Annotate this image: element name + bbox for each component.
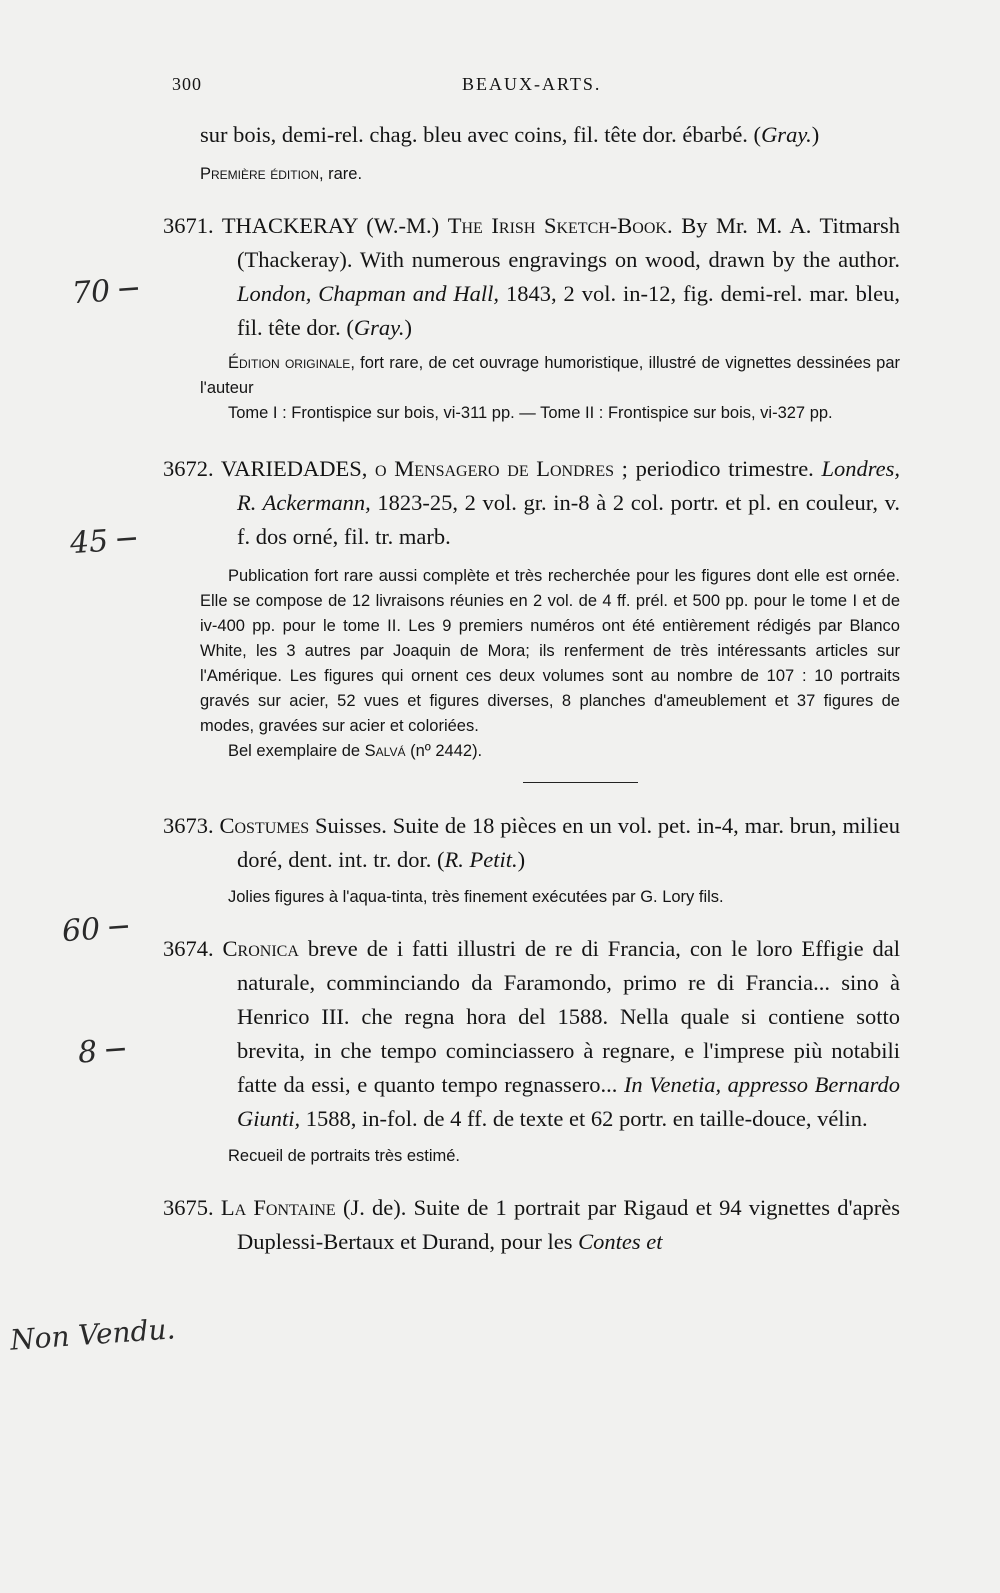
entry-title: o Mensagero de Londres [375, 456, 614, 481]
entry-binder: Gray. [353, 315, 405, 340]
entry-number: 3671. [163, 213, 214, 238]
page-number: 300 [172, 74, 202, 94]
entry-author: VARIEDADES, [220, 456, 368, 481]
entry-author: La Fontaine [220, 1195, 336, 1220]
margin-price-3675: Non Vendu. [9, 1312, 177, 1357]
entry-author: Costumes [219, 813, 310, 838]
entry-3675 [163, 1191, 901, 1259]
margin-price-3672: 45 ─ [68, 521, 137, 562]
entry-description: 3673. Costumes Suisses. Suite de 18 pièces en un vol. pet. in-4, mar. brun, milieu doré, dent. int. tr. dor. (R. Petit.) [163, 813, 901, 872]
entry-3672 [163, 452, 901, 764]
section-divider [523, 782, 638, 783]
continuation-note: Première édition, rare. [200, 165, 363, 183]
entry-imprint: Londres, R. Ackermann, [237, 456, 901, 515]
entry-author: Cronica [222, 936, 299, 961]
entry-description: 3675. La Fontaine (J. de). Suite de 1 portrait par Rigaud et 94 vignettes d'après Duplessi-Bertaux et Durand, pour les Contes et [163, 1195, 901, 1254]
margin-price-3671: 70 ─ [70, 271, 139, 312]
entry-number: 3674. [163, 936, 214, 961]
entry-imprint: Contes et [578, 1229, 663, 1254]
entry-imprint: In Venetia, appresso Bernardo Giunti, [237, 1072, 900, 1131]
entry-note: Publication fort rare aussi complète et très recherchée pour les figures dont elle est ornée. Elle se compose de 12 livraisons réunies en 2 vol. de 4 ff. prél. et 500 pp. pour le tome I et de iv-400 pp. pour le tome II. Les 9 premiers numéros ont été entièrement rédigés par Blanco White, les 3 autres par Joaquin de Mora; ils renferment de très intéressants articles sur l'Amérique. Les figures qui ornent ces deux volumes sont au nombre de 107 : 10 portraits gravés sur acier, 52 vues et figures diverses, 8 planches d'ameublement et 37 figures de modes, gravées sur acier et coloriées. [200, 567, 900, 735]
catalogue-body [163, 118, 901, 1259]
margin-price-3673: 60 ─ [60, 909, 129, 950]
entry-3673 [163, 809, 901, 910]
entry-note-2: Bel exemplaire de Salvá (nº 2442). [228, 742, 483, 760]
margin-price-3674: 8 ─ [76, 1032, 126, 1071]
entry-note: Édition originale, fort rare, de cet ouvrage humoristique, illustré de vignettes dessinées par l'auteur [200, 354, 900, 397]
entry-note: Recueil de portraits très estimé. [228, 1147, 461, 1165]
entry-binder: R. Petit. [444, 847, 518, 872]
entry-number: 3672. [163, 456, 214, 481]
entry-3674 [163, 932, 900, 1169]
entry-imprint: London, Chapman and Hall, [237, 281, 500, 306]
entry-title: The Irish Sketch-Book. [447, 213, 673, 238]
entry-note: Jolies figures à l'aqua-tinta, très finement exécutées par G. Lory fils. [228, 888, 724, 906]
entry-3671 [163, 209, 901, 426]
entry-description: 3671. THACKERAY (W.-M.) The Irish Sketch-Book. By Mr. M. A. Titmarsh (Thackeray). With numerous engravings on wood, drawn by the author. London, Chapman and Hall, 1843, 2 vol. in-12, fig. demi-rel. mar. bleu, fil. tête dor. (Gray.) [163, 213, 901, 340]
entry-note-2: Tome I : Frontispice sur bois, vi-311 pp. — Tome II : Frontispice sur bois, vi-327 pp. [228, 404, 833, 422]
entry-number: 3675. [163, 1195, 214, 1220]
entry-number: 3673. [163, 813, 214, 838]
entry-description: 3674. Cronica breve de i fatti illustri de re di Francia, con le loro Effigie dal naturale, comminciando da Faramondo, primo re di Francia... sino à Henrico III. che regna hora del 1588. Nella quale si contiene sotto brevita, in che tempo cominciassero à regnare, e l'imprese più notabili fatte da essi, e quanto tempo regnassero... In Venetia, appresso Bernardo Giunti, 1588, in-fol. de 4 ff. de texte et 62 portr. en taille-douce, vélin. [163, 936, 900, 1131]
entry-description: 3672. VARIEDADES, o Mensagero de Londres ; periodico trimestre. Londres, R. Ackermann, 1823-25, 2 vol. gr. in-8 à 2 col. portr. et pl. en couleur, v. f. dos orné, fil. tr. marb. [163, 456, 901, 549]
continuation-text: sur bois, demi-rel. chag. bleu avec coins, fil. tête dor. ébarbé. (Gray.) [200, 122, 820, 147]
running-title: BEAUX-ARTS. [462, 74, 602, 94]
entry-author: THACKERAY (W.-M.) [221, 213, 440, 238]
